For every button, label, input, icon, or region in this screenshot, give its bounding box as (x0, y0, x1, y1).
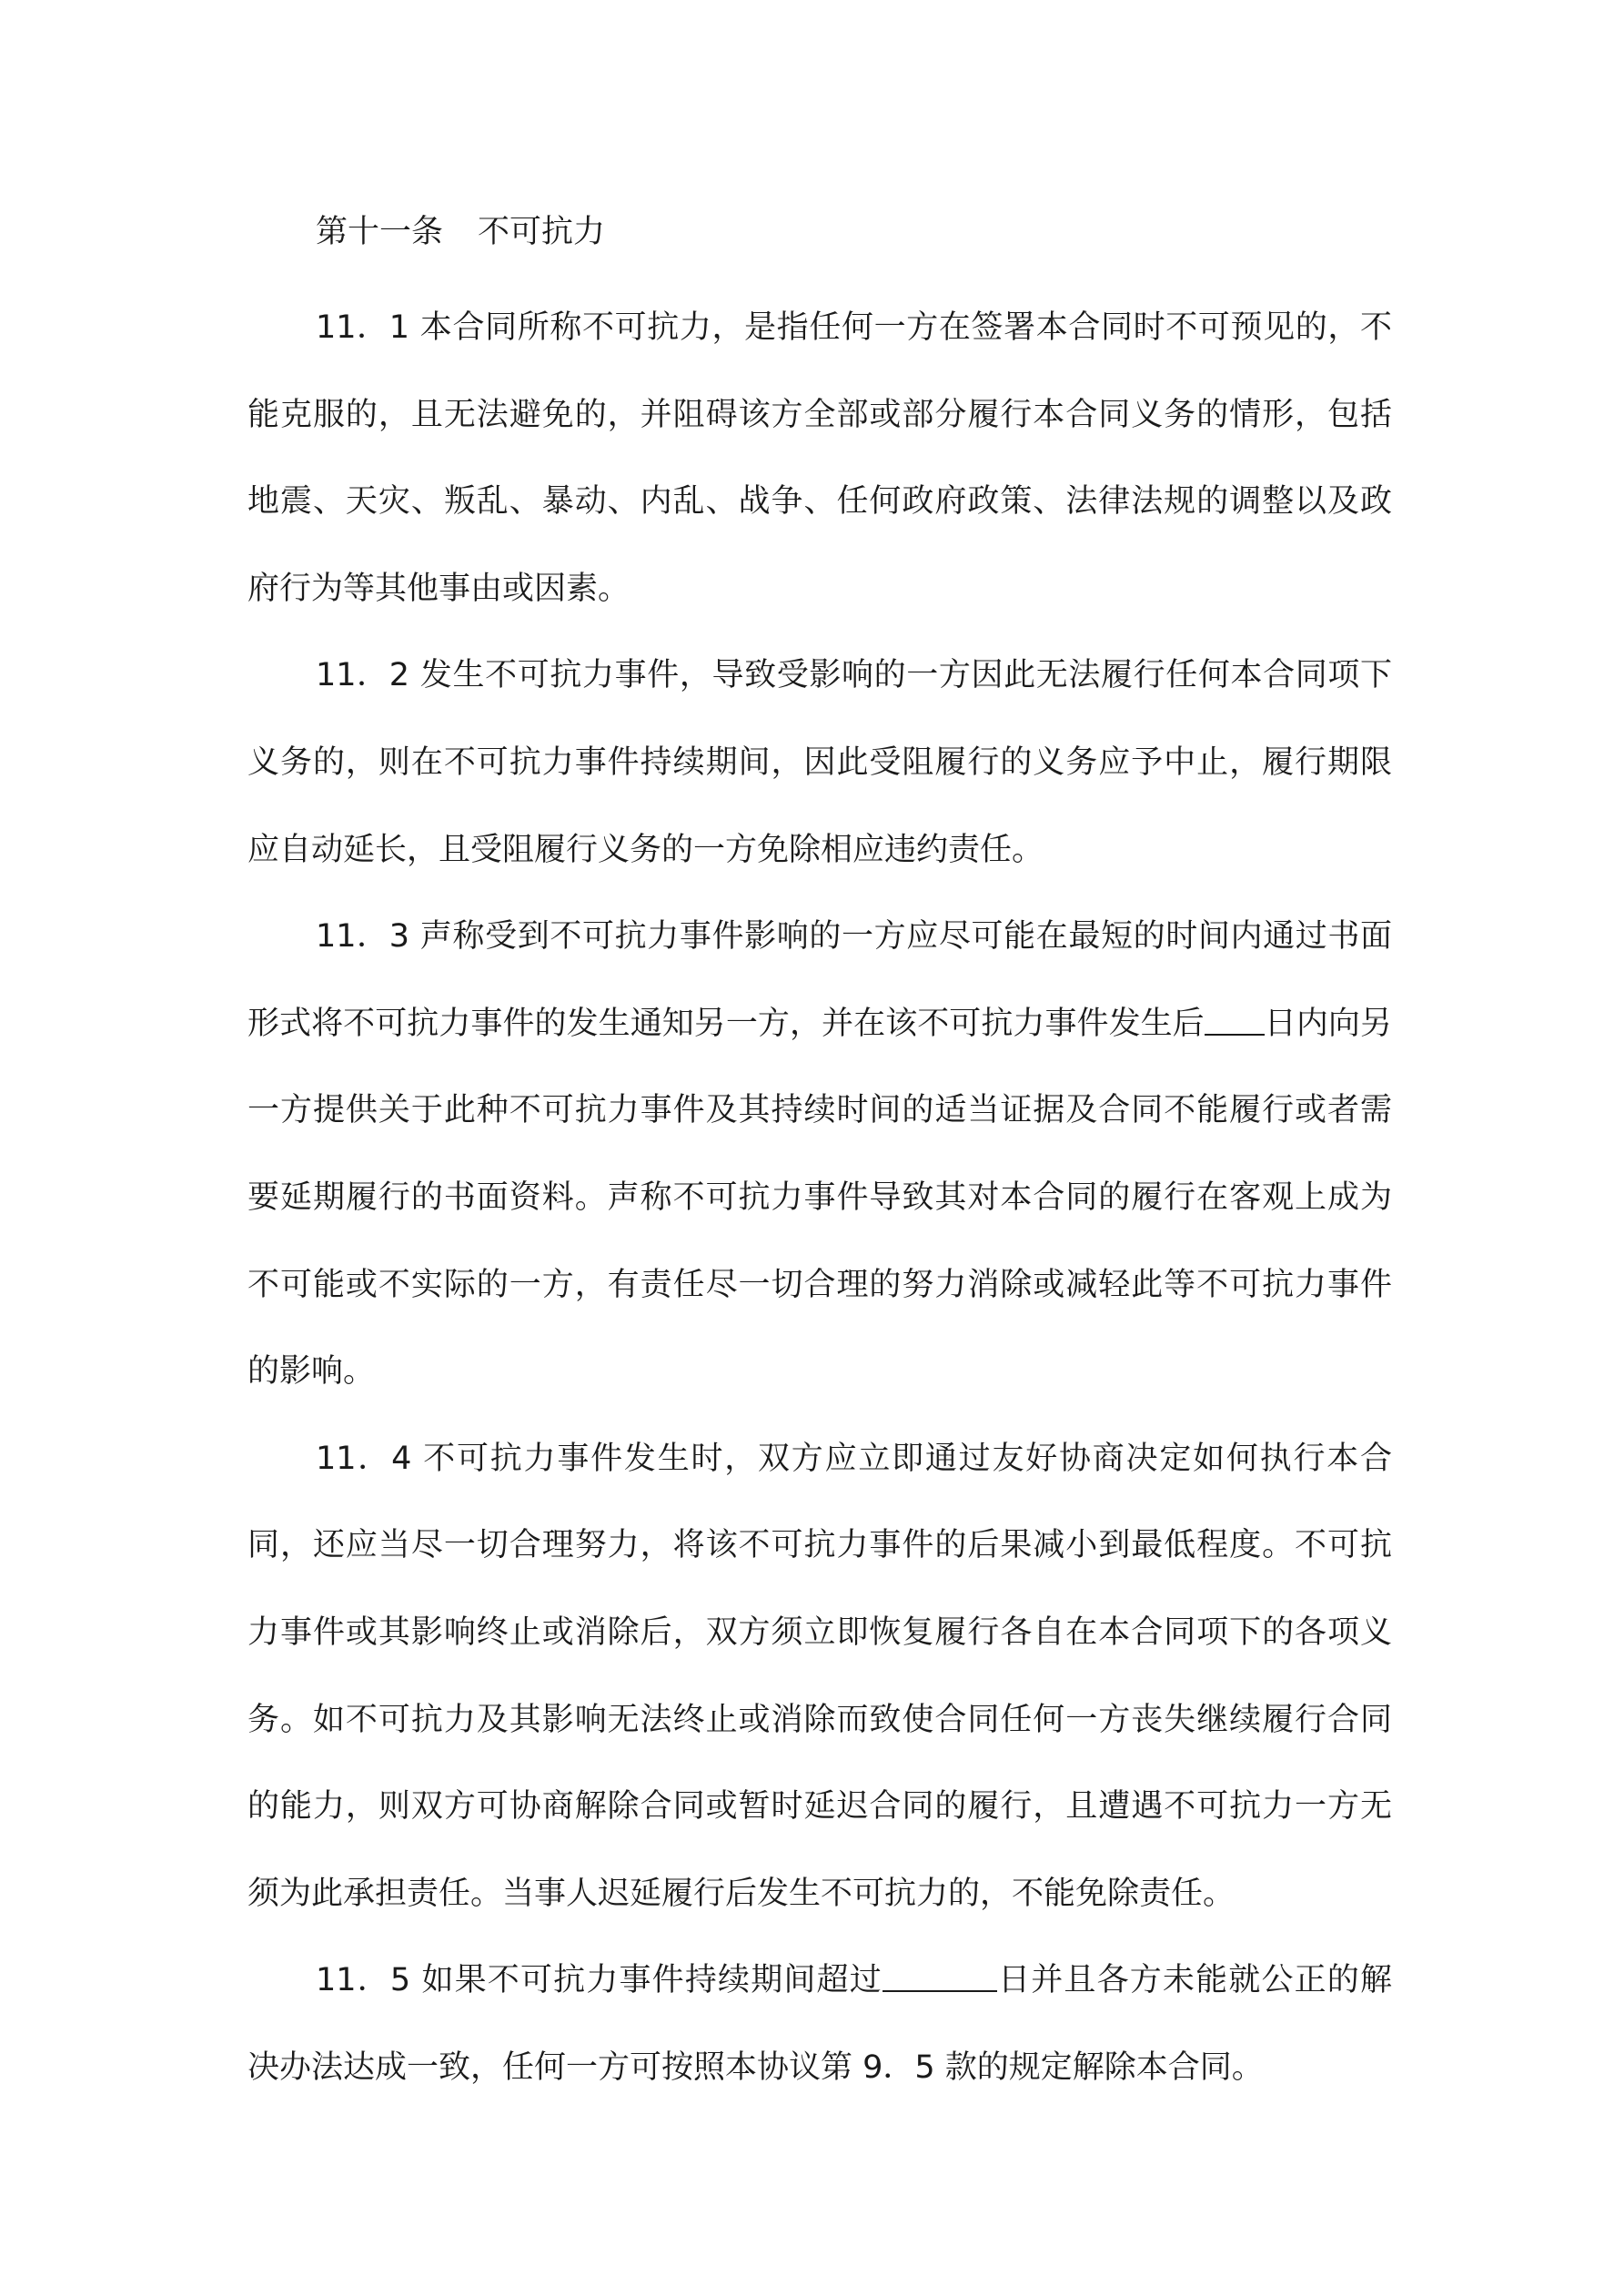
clause-11-5-text-after: 日并且各方未能就公正的解决办法达成一致，任何一方可按照本协议第 9．5 款的规定解除本合同。 (247, 1962, 1392, 2086)
clause-11-2: 11．2 发生不可抗力事件，导致受影响的一方因此无法履行任何本合同项下义务的，则在不可抗力事件持续期间，因此受阻履行的义务应予中止，履行期限应自动延长，且受阻履行义务的一方免除相应违约责任。 (247, 657, 1392, 868)
article-heading (247, 207, 1392, 258)
clause-11-4: 11．4 不可抗力事件发生时，双方应立即通过友好协商决定如何执行本合同，还应当尽一切合理努力，将该不可抗力事件的后果减小到最低程度。不可抗力事件或其影响终止或消除后，双方须立即恢复履行各自在本合同项下的各项义务。如不可抗力及其影响无法终止或消除而致使合同任何一方丧失继续履行合同的能力，则双方可协商解除合同或暂时延迟合同的履行，且遭遇不可抗力一方无须为此承担责任。当事人迟延履行后发生不可抗力的，不能免除责任。 (247, 1440, 1392, 1912)
clause-11-3 (247, 894, 1392, 1416)
clause-11-5 (247, 1937, 1392, 2111)
days-blank-field (1205, 1006, 1265, 1036)
clause-11-5-text-before: 11．5 如果不可抗力事件持续期间超过 (316, 1962, 883, 1999)
clause-11-3-text-before: 11．3 声称受到不可抗力事件影响的一方应尽可能在最短的时间内通过书面形式将不可抗力事件的发生通知另一方，并在该不可抗力事件发生后 (247, 918, 1392, 1042)
duration-blank-field (883, 1963, 997, 1992)
document-page (247, 207, 1392, 2111)
article-title: 不可抗力 (478, 214, 606, 250)
clause-11-3-text-after: 日内向另一方提供关于此种不可抗力事件及其持续时间的适当证据及合同不能履行或者需要延期履行的书面资料。声称不可抗力事件导致其对本合同的履行在客观上成为不可能或不实际的一方，有责任尽一切合理的努力消除或减轻此等不可抗力事件的影响。 (247, 1005, 1392, 1391)
clause-11-1: 11．1 本合同所称不可抗力，是指任何一方在签署本合同时不可预见的，不能克服的，且无法避免的，并阻碍该方全部或部分履行本合同义务的情形，包括地震、天灾、叛乱、暴动、内乱、战争、任何政府政策、法律法规的调整以及政府行为等其他事由或因素。 (247, 309, 1392, 607)
article-number: 第十一条 (316, 214, 444, 250)
